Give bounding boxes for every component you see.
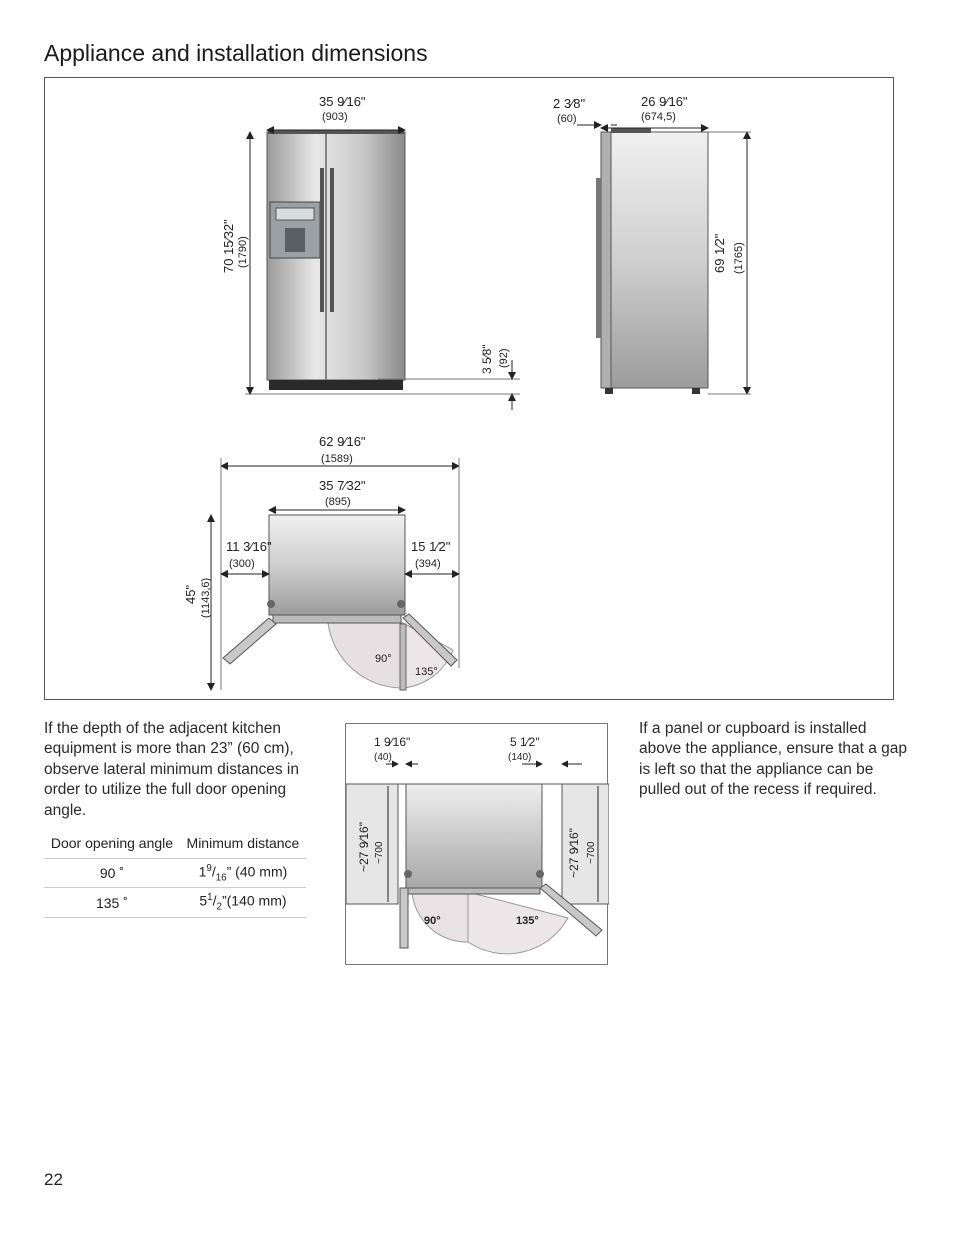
front-width-label: 35 9⁄16" <box>319 94 366 109</box>
side-view <box>596 128 708 394</box>
header-door-opening-angle: Door opening angle <box>44 832 180 859</box>
angle-cell: 90 ˚ <box>44 859 180 888</box>
side-height-label: 69 1⁄2" <box>712 233 727 273</box>
right-gap-mm: (140) <box>508 752 532 763</box>
total-width-label: 62 9⁄16" <box>319 434 366 449</box>
distance-numerator: 9 <box>206 863 212 874</box>
small-angle-135-label: 135° <box>516 915 539 927</box>
distance-whole: 1 <box>198 863 207 880</box>
left-clearance-label: 11 3⁄16" <box>226 539 272 554</box>
top-depth-label: 45" <box>183 584 198 604</box>
recess-diagram <box>346 724 609 966</box>
right-gap-label: 5 1⁄2" <box>510 735 540 749</box>
header-minimum-distance: Minimum distance <box>180 832 306 859</box>
lateral-distance-paragraph: If the depth of the adjacent kitchen equipment is more than 23” (60 cm), observe lateral minimum distances in order to utilize the full door opening angle. <box>44 720 299 819</box>
angle-cell: 135 ˚ <box>44 888 180 917</box>
distance-cell: $1^9/_{16}$” (40 mm) <box>180 859 306 888</box>
left-depth-label: ~27 9⁄16" <box>357 822 371 872</box>
left-gap-label: 1 9⁄16" <box>374 735 411 749</box>
angle-135-label: 135° <box>415 666 438 678</box>
left-depth-mm: ~700 <box>374 841 385 864</box>
small-angle-90-label: 90° <box>424 915 441 927</box>
page-number: 22 <box>44 1170 63 1189</box>
top-depth-mm: (1143,6) <box>200 577 212 618</box>
right-depth-label: ~27 9⁄16" <box>567 828 581 878</box>
panel-gap-paragraph: If a panel or cupboard is installed above the appliance, ensure that a gap is left so that the appliance can be pulled out of the recess if required. <box>639 720 908 799</box>
side-depth-mm: (674,5) <box>641 111 676 123</box>
table-row <box>44 859 306 888</box>
table-row <box>44 888 306 917</box>
distance-numerator: 1 <box>207 892 213 904</box>
side-height-mm: (1765) <box>733 242 745 274</box>
page-title: Appliance and installation dimensions <box>44 40 428 66</box>
distance-rest: ”(140 mm) <box>221 893 287 910</box>
body-width-label: 35 7⁄32" <box>319 478 366 493</box>
distance-cell: $5^1/_2”(140$ mm) <box>180 888 306 917</box>
left-gap-mm: (40) <box>374 752 392 763</box>
front-view <box>245 130 520 394</box>
front-width-mm: (903) <box>322 111 348 123</box>
right-depth-mm: ~700 <box>586 841 597 864</box>
angle-90-label: 90° <box>375 653 392 665</box>
dimensions-figure <box>44 77 894 700</box>
left-clearance-mm: (300) <box>229 558 255 570</box>
front-height-label: 70 15⁄32" <box>221 219 236 273</box>
base-gap-label: 3 5⁄8" <box>480 344 494 374</box>
distance-whole: 5 <box>199 893 208 910</box>
side-offset-label: 2 3⁄8" <box>553 96 586 111</box>
distance-denominator: 2 <box>216 901 222 913</box>
door-opening-table <box>44 832 306 918</box>
distance-rest: ” (40 mm) <box>226 863 288 880</box>
front-height-mm: (1790) <box>237 236 249 268</box>
dimensions-diagram <box>45 78 895 701</box>
recess-figure <box>345 723 608 965</box>
side-offset-mm: (60) <box>557 113 577 125</box>
total-width-mm: (1589) <box>321 453 353 465</box>
right-clearance-mm: (394) <box>415 558 441 570</box>
body-width-mm: (895) <box>325 496 351 508</box>
right-clearance-label: 15 1⁄2" <box>411 539 451 554</box>
base-gap-mm: (92) <box>498 348 510 368</box>
distance-denominator: 16 <box>215 872 227 884</box>
side-depth-label: 26 9⁄16" <box>641 94 688 109</box>
table-header-row <box>44 832 306 859</box>
